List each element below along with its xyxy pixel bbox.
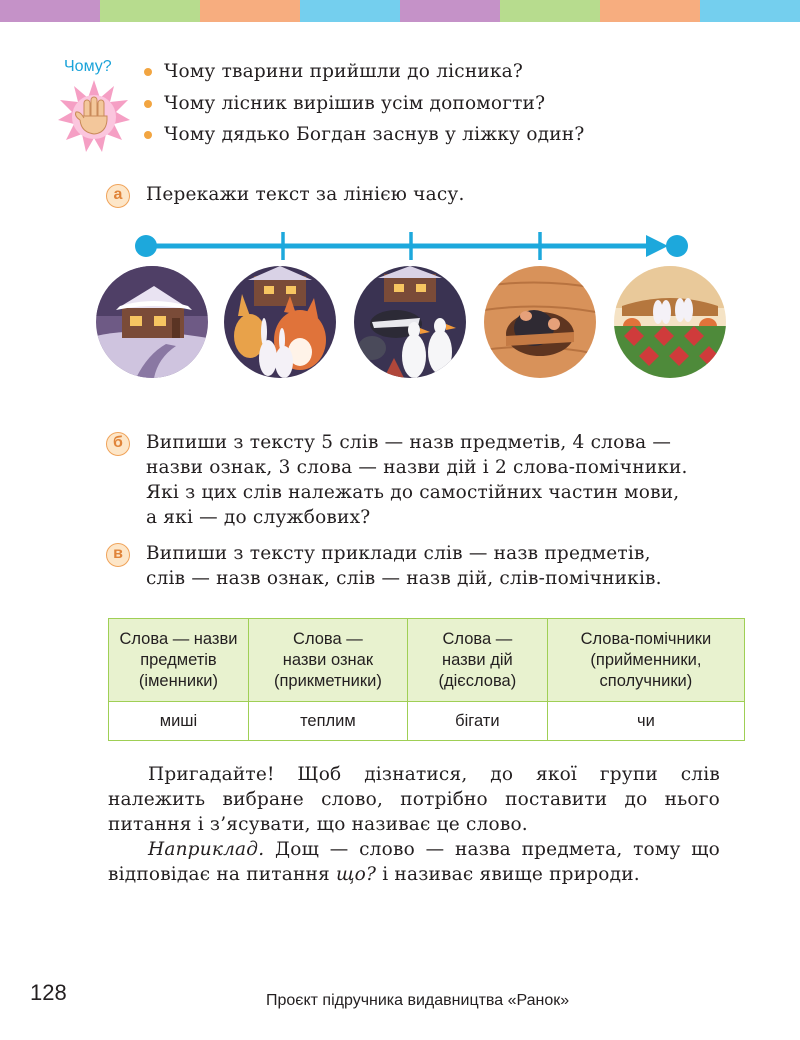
example-lead: Наприклад. [148,839,265,860]
task-text: Випиши з тексту приклади слів — назв предметів, слів — назв ознак, слів — назв дій, слів-помічників. [146,543,662,589]
header-line: назви ознак [282,650,374,669]
rule-paragraph: Пригадайте! Щоб дізнатися, до якої групи слів належить вибране слово, потрібно поставити до нього питання і з’ясувати, що називає це слово. [108,764,720,835]
question-item: Чому лісник вирішив усім допомогти? [140,88,584,120]
parts-of-speech-table [108,618,745,741]
why-questions [140,56,584,151]
mole-in-burrow-scene [484,266,596,378]
header-line: Слова — [293,629,363,648]
footer-note: Проєкт підручника видавництва «Ранок» [266,992,570,1009]
table-cell: миші [109,702,249,741]
badger-and-geese-scene [354,266,466,378]
top-color-segment [500,0,600,22]
header-line: (іменники) [138,671,218,690]
header-line: Слова-помічники [580,629,712,648]
top-color-segment [0,0,100,22]
rule-block [108,762,720,887]
top-color-segment [300,0,400,22]
table-header-row [109,619,745,702]
top-color-segment [600,0,700,22]
fox-and-hares-scene [224,266,336,378]
task-b [106,430,746,530]
header-line: Слова — назви [119,629,238,648]
question-item: Чому дядько Богдан заснув у ліжку один? [140,119,584,151]
example-question: що? [335,864,377,885]
top-color-segment [400,0,500,22]
timeline [128,228,698,264]
table-header-cell [547,619,744,702]
three-fingers-flower-icon [58,80,130,152]
table-cell: теплим [248,702,407,741]
top-color-segment [100,0,200,22]
header-line: Слова — [442,629,513,648]
top-color-segment [700,0,800,22]
snowy-house-scene [96,266,208,378]
header-line: (дієслова) [438,671,517,690]
task-marker: б [106,432,130,456]
task-marker: в [106,543,130,567]
task-marker: а [106,184,130,208]
header-line: (прикметники) [273,671,382,690]
table-header-cell [248,619,407,702]
table-header-cell [109,619,249,702]
table-row [109,702,745,741]
table-cell: чи [547,702,744,741]
table-header-cell [407,619,547,702]
page-number: 128 [30,980,67,1005]
header-line: назви дій [441,650,513,669]
top-color-segment [200,0,300,22]
example-text: Дощ — слово — назва предмета, тому що відповідає на питання [108,839,720,885]
header-line: сполучники) [599,671,693,690]
task-v [106,541,746,591]
animals-in-bed-scene [614,266,726,378]
header-line: (прийменники, [590,650,702,669]
table-cell: бігати [407,702,547,741]
task-text: Перекажи текст за лінією часу. [146,184,465,205]
example-paragraph [108,837,720,887]
question-item: Чому тварини прийшли до лісника? [140,56,584,88]
example-text-end: і називає явище природи. [376,864,640,885]
top-color-bar [0,0,800,22]
header-line: предметів [140,650,217,669]
task-text: Випиши з тексту 5 слів — назв предметів, 4 слова — назви ознак, 3 слова — назви дій і 2 слова-помічники. Які з цих слів належать до самостійних частин мови, а які — до службових? [146,432,688,528]
why-label: Чому? [64,58,112,75]
task-a [106,182,746,207]
